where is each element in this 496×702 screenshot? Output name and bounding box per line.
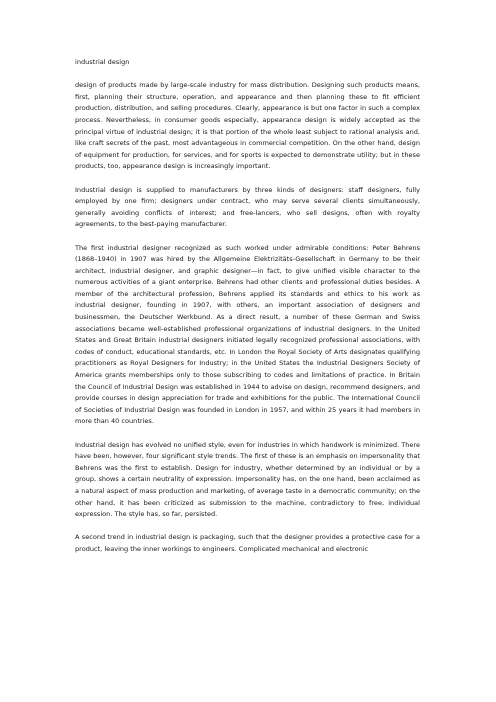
document-title: industrial design: [75, 58, 130, 66]
paragraph-packaging: A second trend in industrial design is packaging, such that the designer provides a protective case for a product, leaving the inner workings to engineers. Complicated mechanical and electronic: [75, 533, 420, 553]
paragraph-history: The first industrial designer recognized as such worked under admirable conditions: Peter Behrens (1868–1940) in 1907 was hired by the Allgemeine Elektrizitäts-Gesellschaft in Germany to be their architect, industrial designer, and graphic designer—in fact, to give unified visible character to the numerous activities of a giant enterprise. Behrens had other clients and professional duties besides. A member of the architectural profession, Behrens applied its standards and ethics to his work as industrial designer, founding in 1907, with others, an important association of designers and businessmen, the Deutscher Werkbund. As a direct result, a number of these German and Swiss associations became well-established professional organizations of industrial designers. In the United States and Great Britain industrial designers initiated legally recognized professional associations, with codes of conduct, educational standards, etc. In London the Royal Society of Arts designates qualifying practitioners as Royal Designers for Industry; in the United States the Industrial Designers Society of America grants memberships only to those subscribing to codes and limitations of practice. In Britain the Council of Industrial Design was established in 1944 to advise on design, recommend designers, and provide courses in design appreciation for trade and exhibitions for the public. The International Council of Societies of Industrial Design was founded in London in 1957, and within 25 years it had members in more than 40 countries.: [75, 243, 420, 426]
document-page: [75, 57, 420, 567]
paragraph-style-trends: Industrial design has evolved no unified style, even for industries in which handwork is minimized. There have been, however, four significant style trends. The first of these is an emphasis on impersonality that Behrens was the first to establish. Design for industry, whether determined by an individual or by a group, shows a certain neutrality of expression. Impersonality has, on the one hand, been acclaimed as a natural aspect of mass production and marketing, of average taste in a democratic community; on the other hand, it has been criticized as submission to the machine, contradictory to free, individual expression. The style has, so far, persisted.: [75, 440, 420, 519]
paragraph-designers: Industrial design is supplied to manufacturers by three kinds of designers: staff designers, fully employed by one firm; designers under contract, who may serve several clients simultaneously, generally avoiding conflicts of interest; and free-lancers, who sell designs, often with royalty agreements, to the best-paying manufacturer.: [75, 185, 420, 229]
paragraph-definition: design of products made by large-scale industry for mass distribution. Designing such products means, first, planning their structure, operation, and appearance and then planning these to fit efficient production, distribution, and selling procedures. Clearly, appearance is but one factor in such a complex process. Nevertheless, in consumer goods especially, appearance design is widely accepted as the principal virtue of industrial design; it is that portion of the whole least subject to rational analysis and, like craft secrets of the past, most advantageous in commercial competition. On the other hand, design of equipment for production, for services, and for sports is expected to demonstrate utility; but in these products, too, appearance design is increasingly important.: [75, 81, 420, 171]
